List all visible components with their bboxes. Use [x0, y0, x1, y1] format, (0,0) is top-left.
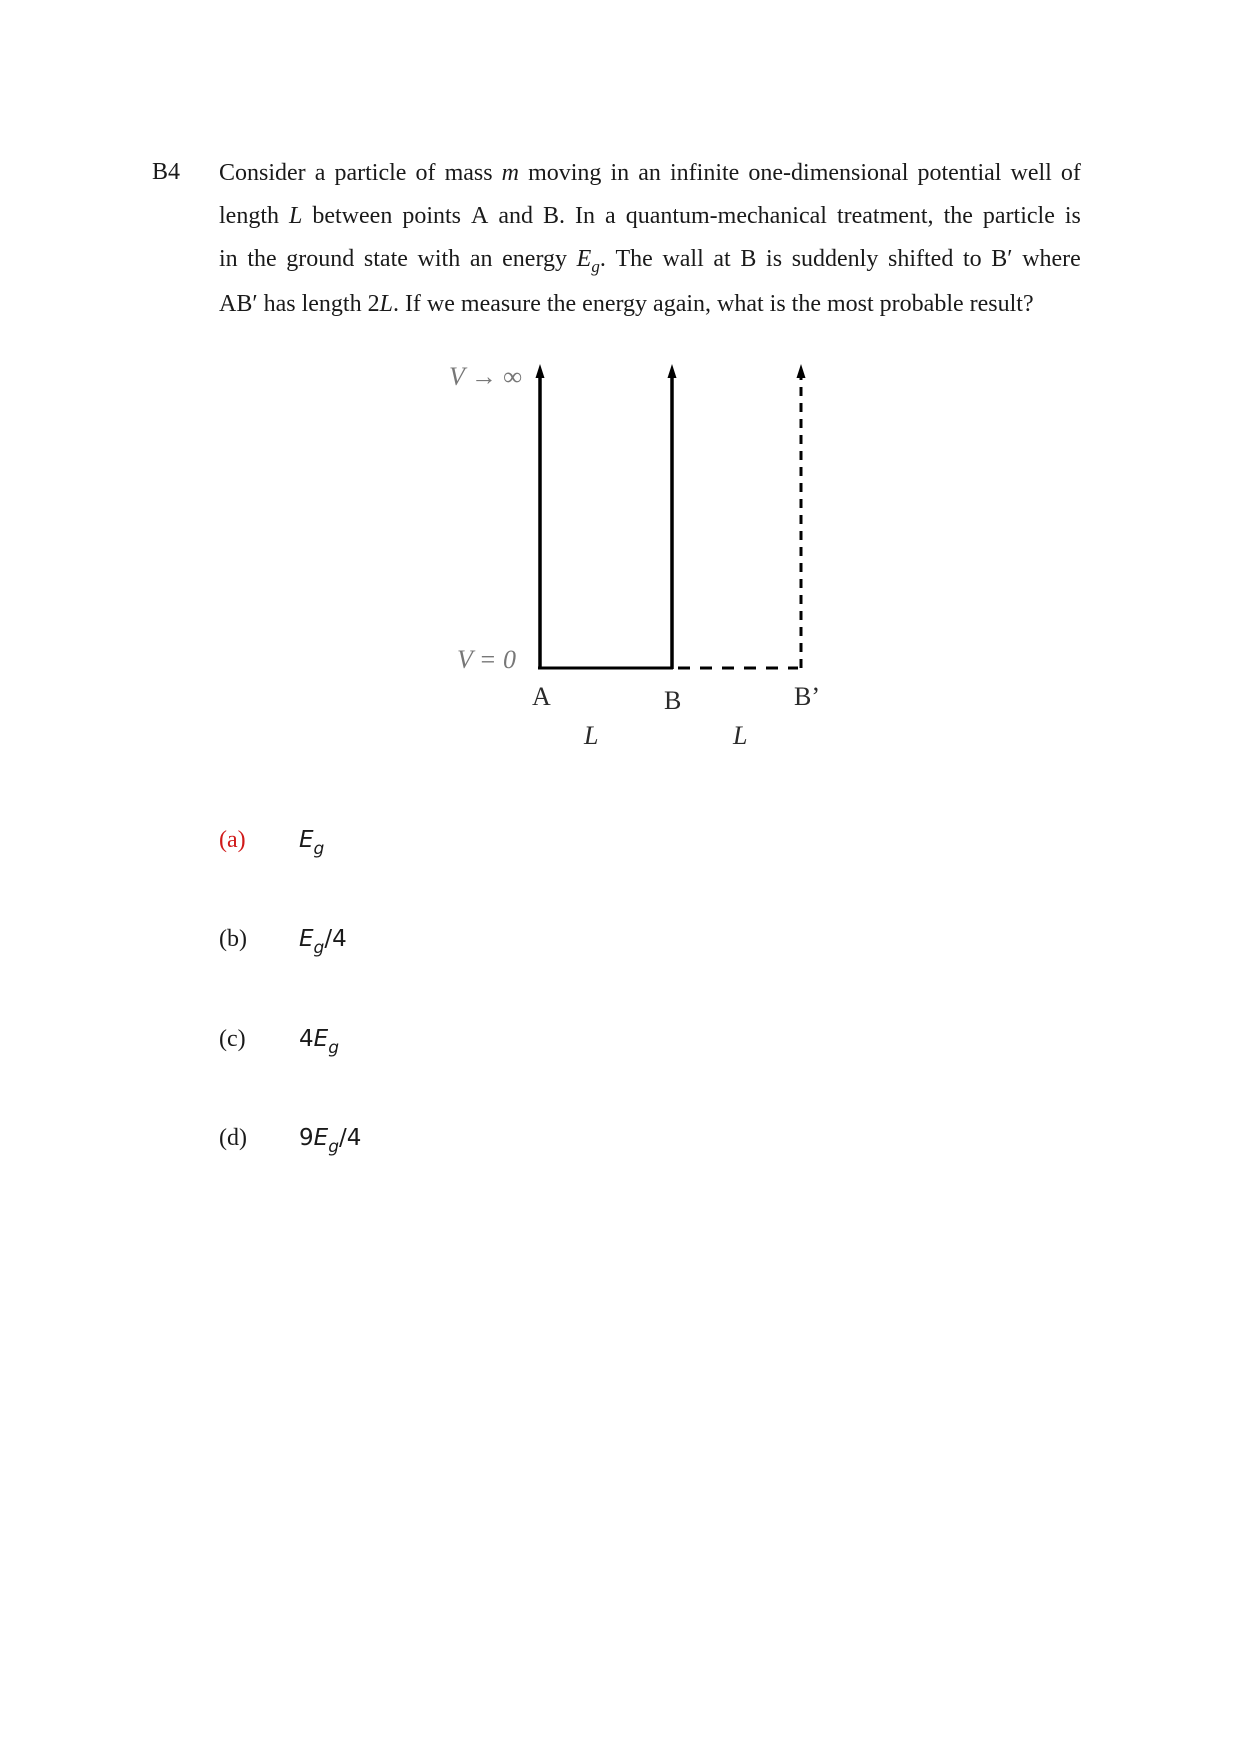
question-word: of: [1060, 160, 1081, 186]
question-word: In: [575, 203, 596, 229]
question-word: shifted: [888, 246, 954, 272]
question-word: with: [417, 246, 461, 272]
question-line-1: [219, 158, 1081, 188]
math-variable-l: L: [289, 203, 303, 229]
question-word: is: [1064, 203, 1081, 229]
question-word: infinite: [670, 160, 740, 186]
wall-a-arrowhead: [536, 364, 545, 378]
option-b-value: $E_g/4$: [299, 926, 347, 958]
option-a-label: (a): [219, 827, 246, 853]
question-line-4-text: AB′ has length 2L. If we measure the energy again, what is the most probable result?: [219, 291, 1034, 317]
option-c-value: $4E_g$: [299, 1026, 339, 1058]
question-word: an: [638, 160, 661, 186]
question-line-4: [219, 289, 1081, 319]
label-v-infinity: V → ∞: [449, 362, 522, 391]
question-word: a: [314, 160, 326, 186]
question-word: particle: [982, 203, 1055, 229]
label-point-b-prime: B’: [794, 682, 820, 711]
math-energy-eg: $E_g$.: [576, 246, 606, 276]
question-word: mass: [444, 160, 493, 186]
question-word: treatment,: [836, 203, 934, 229]
label-length-ab: L: [584, 721, 599, 750]
wall-b-prime-arrowhead: [797, 364, 806, 378]
question-word: where: [1022, 246, 1081, 272]
question-word: well: [1010, 160, 1052, 186]
question-word: wall: [662, 246, 704, 272]
label-length-bb-prime: L: [733, 721, 748, 750]
option-a-value: $E_g$: [299, 827, 325, 859]
question-word: length: [219, 203, 279, 229]
question-word: B.: [543, 203, 566, 229]
question-word: moving: [528, 160, 602, 186]
question-word: Consider: [219, 160, 306, 186]
question-word: of: [415, 160, 436, 186]
option-b-label: (b): [219, 926, 247, 952]
label-point-a: A: [532, 682, 551, 711]
question-word: an: [469, 246, 493, 272]
math-variable-m: m: [501, 160, 520, 186]
question-word: energy: [502, 246, 568, 272]
question-word: B′: [991, 246, 1013, 272]
question-word: the: [247, 246, 277, 272]
question-line-3: [219, 244, 1081, 274]
question-word: to: [962, 246, 982, 272]
question-word: is: [766, 246, 783, 272]
question-word: in: [219, 246, 238, 272]
question-word: particle: [334, 160, 407, 186]
wall-b-arrowhead: [668, 364, 677, 378]
question-word: points: [402, 203, 462, 229]
question-word: The: [615, 246, 653, 272]
option-d-label: (d): [219, 1125, 247, 1151]
question-word: A: [471, 203, 489, 229]
question-word: in: [610, 160, 630, 186]
question-number: B4: [152, 159, 181, 185]
question-word: the: [943, 203, 973, 229]
question-word: and: [498, 203, 534, 229]
label-point-b: B: [664, 686, 682, 715]
question-word: B: [740, 246, 757, 272]
question-word: a: [605, 203, 616, 229]
option-c-label: (c): [219, 1026, 246, 1052]
question-word: at: [713, 246, 731, 272]
question-line-2: [219, 201, 1081, 231]
label-v-zero: V = 0: [457, 645, 516, 674]
potential-well-figure: [440, 360, 860, 760]
question-word: one-dimensional: [748, 160, 909, 186]
question-word: state: [363, 246, 408, 272]
question-word: suddenly: [791, 246, 879, 272]
question-word: ground: [286, 246, 355, 272]
question-word: potential: [917, 160, 1002, 186]
option-d-value: $9E_g/4$: [299, 1125, 362, 1157]
question-word: quantum-mechanical: [625, 203, 827, 229]
question-word: between: [312, 203, 393, 229]
